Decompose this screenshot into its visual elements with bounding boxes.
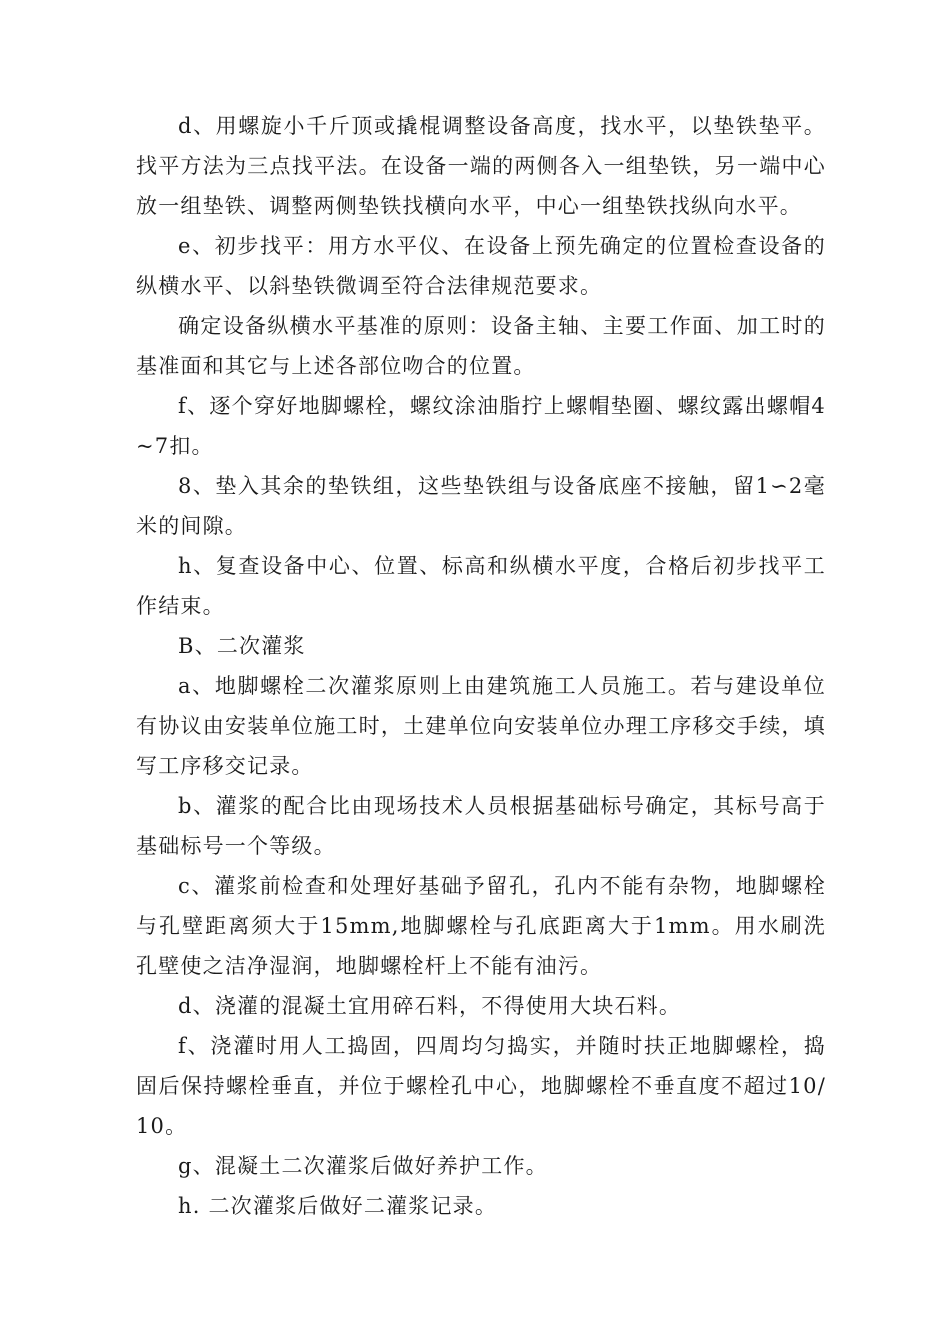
paragraph-a-grouting-responsibility: a、地脚螺栓二次灌浆原则上由建筑施工人员施工。若与建设单位有协议由安装单位施工时，土建单位向安装单位办理工序移交手续，填写工序移交记录。 (136, 674, 826, 778)
paragraph-g-curing: g、混凝土二次灌浆后做好养护工作。 (178, 1154, 548, 1178)
paragraph-f-tamping: f、浇灌时用人工捣固，四周均匀捣实，并随时扶正地脚螺栓，捣固后保持螺栓垂直，并位于螺栓孔中心，地脚螺栓不垂直度不超过10/10。 (136, 1034, 826, 1138)
paragraph-h-grouting-record: h. 二次灌浆后做好二灌浆记录。 (178, 1194, 498, 1218)
paragraph-h-recheck: h、复查设备中心、位置、标高和纵横水平度，合格后初步找平工作结束。 (136, 554, 826, 618)
paragraph-leveling-principle: 确定设备纵横水平基准的原则：设备主轴、主要工作面、加工时的基准面和其它与上述各部位吻合的位置。 (136, 314, 826, 378)
paragraph-b-mix-ratio: b、灌浆的配合比由现场技术人员根据基础标号确定，其标号高于基础标号一个等级。 (136, 794, 826, 858)
paragraph-d-concrete-aggregate: d、浇灌的混凝土宜用碎石料，不得使用大块石料。 (178, 994, 682, 1018)
paragraph-f-anchor-bolts: f、逐个穿好地脚螺栓，螺纹涂油脂拧上螺帽垫圈、螺纹露出螺帽4~7扣。 (136, 394, 826, 458)
paragraph-d-leveling: d、用螺旋小千斤顶或撬棍调整设备高度，找水平，以垫铁垫平。找平方法为三点找平法。在设备一端的两侧各入一组垫铁，另一端中心放一组垫铁、调整两侧垫铁找横向水平，中心一组垫铁找纵向水平。 (136, 114, 826, 218)
paragraph-8-shim-groups: 8、垫入其余的垫铁组，这些垫铁组与设备底座不接触，留1∽2毫米的间隙。 (136, 474, 826, 538)
paragraph-e-initial-leveling: e、初步找平：用方水平仪、在设备上预先确定的位置检查设备的纵横水平、以斜垫铁微调至符合法律规范要求。 (136, 234, 826, 298)
section-heading-secondary-grouting: B、二次灌浆 (178, 634, 306, 658)
document-body (136, 106, 826, 1226)
paragraph-c-pre-grouting-check: c、灌浆前检查和处理好基础予留孔，孔内不能有杂物，地脚螺栓与孔壁距离须大于15mm,地脚螺栓与孔底距离大于1mm。用水刷洗孔壁使之洁净湿润，地脚螺栓杆上不能有油污。 (136, 874, 826, 978)
